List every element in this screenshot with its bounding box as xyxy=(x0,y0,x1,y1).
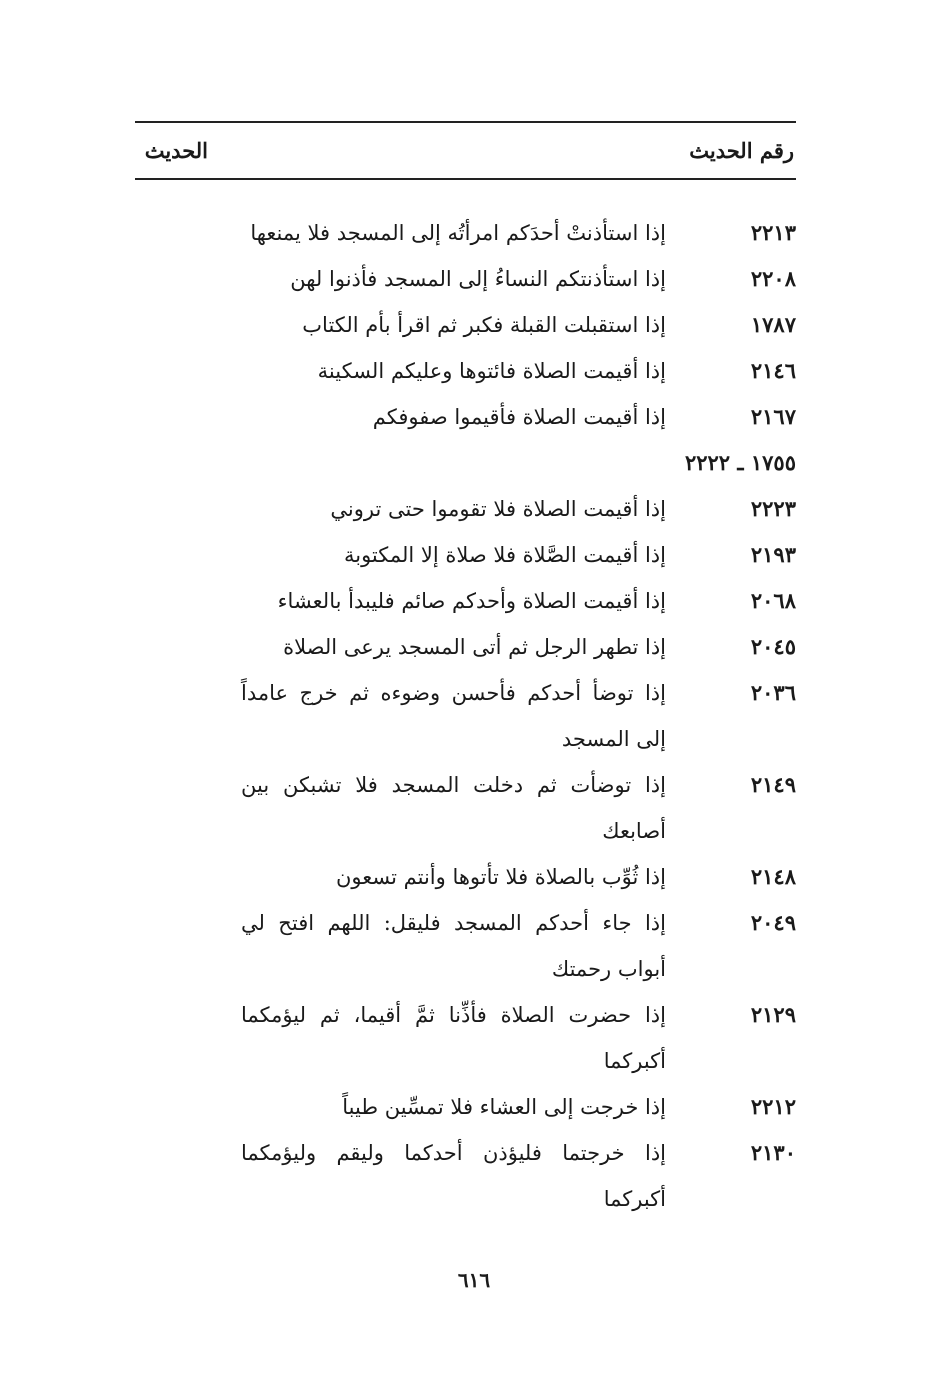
hadith-number: ٢٠٣٦ xyxy=(750,680,796,705)
top-rule xyxy=(135,121,796,123)
hadith-number: ٢١٦٧ xyxy=(750,404,796,429)
list-item xyxy=(135,532,796,578)
hadith-number: ٢٠٤٥ xyxy=(750,634,796,659)
hadith-text: إذا حضرت الصلاة فأذِّنا ثمَّ أقيما، ثم ليؤمكما أكبركما xyxy=(241,1003,666,1073)
hadith-number: ٢٢٠٨ xyxy=(750,266,796,291)
list-item xyxy=(135,302,796,348)
hadith-text: إذا استأذنتكم النساءُ إلى المسجد فأذنوا لهن xyxy=(290,267,666,291)
hadith-text: إذا استقبلت القبلة فكبر ثم اقرأ بأم الكتاب xyxy=(302,313,666,337)
hadith-text: إذا توضأت ثم دخلت المسجد فلا تشبكن بين أصابعك xyxy=(241,773,666,843)
list-item xyxy=(135,210,796,256)
hadith-number: ٢٢٢٣ xyxy=(750,496,796,521)
hadith-number: ٢١٤٨ xyxy=(750,864,796,889)
hadith-number: ٢٢١٣ xyxy=(750,220,796,245)
hadith-text: إذا أقيمت الصلاة فائتوها وعليكم السكينة xyxy=(317,359,666,383)
list-item xyxy=(135,1084,796,1130)
list-item xyxy=(135,256,796,302)
list-item xyxy=(135,348,796,394)
hadith-number: ٢٠٦٨ xyxy=(750,588,796,613)
list-item xyxy=(135,900,796,992)
hadith-text: إذا جاء أحدكم المسجد فليقل: اللهم افتح لي أبواب رحمتك xyxy=(241,911,666,981)
header-text-label: الحديث xyxy=(144,138,208,163)
header-number-label: رقم الحديث xyxy=(689,138,794,163)
hadith-text: إذا أقيمت الصَّلاة فلا صلاة إلا المكتوبة xyxy=(343,543,666,567)
hadith-text: إذا استأذنتْ أحدَكم امرأتُه إلى المسجد فلا يمنعها xyxy=(250,221,666,245)
hadith-number: ٢٢١٢ xyxy=(750,1094,796,1119)
hadith-number: ٢٠٤٩ xyxy=(750,910,796,935)
list-item xyxy=(135,762,796,854)
hadith-text: إذا أقيمت الصلاة وأحدكم صائم فليبدأ بالعشاء xyxy=(277,589,666,613)
hadith-number: ٢١٤٩ xyxy=(750,772,796,797)
list-item xyxy=(135,624,796,670)
hadith-index-list xyxy=(135,210,796,1222)
list-item xyxy=(135,578,796,624)
hadith-text: إذا خرجتما فليؤذن أحدكما وليقم وليؤمكما أكبركما xyxy=(241,1141,666,1211)
list-item xyxy=(135,992,796,1084)
hadith-text: إذا ثُوِّب بالصلاة فلا تأتوها وأنتم تسعون xyxy=(335,865,666,889)
list-item xyxy=(135,854,796,900)
list-item xyxy=(135,394,796,440)
hadith-text: إذا أقيمت الصلاة فأقيموا صفوفكم xyxy=(372,405,666,429)
list-item xyxy=(135,486,796,532)
hadith-text: إذا تطهر الرجل ثم أتى المسجد يرعى الصلاة xyxy=(283,635,666,659)
hadith-number: ٢١٢٩ xyxy=(750,1002,796,1027)
hadith-text: إذا أقيمت الصلاة فلا تقوموا حتى تروني xyxy=(330,497,666,521)
hadith-number: ١٧٨٧ xyxy=(750,312,796,337)
hadith-number: ٢١٣٠ xyxy=(750,1140,796,1165)
hadith-number: ٢١٩٣ xyxy=(750,542,796,567)
hadith-text: إذا خرجت إلى العشاء فلا تمسِّين طيباً xyxy=(342,1095,666,1119)
header-rule xyxy=(135,178,796,180)
hadith-number-range: ١٧٥٥ ـ ٢٢٢٢ xyxy=(684,450,796,475)
hadith-number: ٢١٤٦ xyxy=(750,358,796,383)
list-item xyxy=(135,670,796,762)
page-number: ٦١٦ xyxy=(457,1268,491,1292)
list-item-range xyxy=(135,440,796,486)
list-item xyxy=(135,1130,796,1222)
hadith-text: إذا توضأ أحدكم فأحسن وضوءه ثم خرج عامداً إلى المسجد xyxy=(241,681,666,751)
